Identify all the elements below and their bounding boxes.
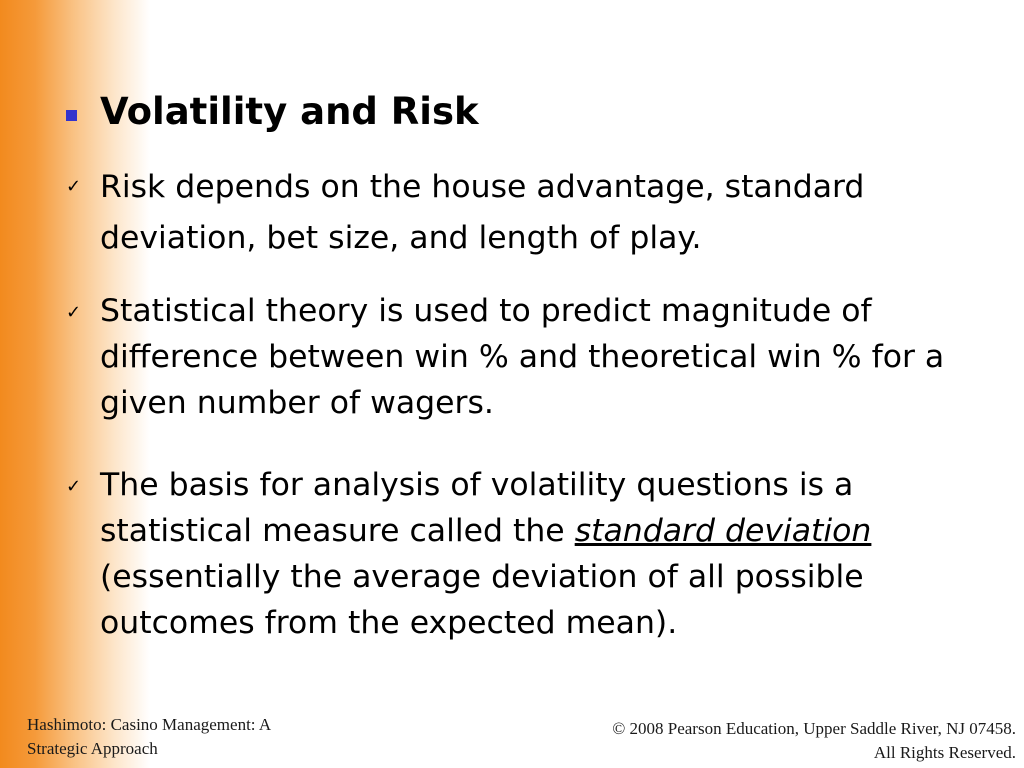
bullet-text-3 (100, 462, 960, 646)
bullet-item-2 (66, 288, 970, 426)
checkmark-icon: ✓ (66, 476, 82, 497)
slide-heading: Volatility and Risk (100, 90, 479, 133)
standard-deviation-emphasis: standard deviation (574, 513, 872, 549)
checkmark-icon: ✓ (66, 302, 82, 323)
heading-row (66, 88, 479, 136)
footer-left (27, 713, 347, 761)
footer-right (496, 717, 1016, 765)
checkmark-icon: ✓ (66, 176, 82, 197)
footer-right-line2: All Rights Reserved. (873, 743, 1016, 762)
footer-left-line1: Hashimoto: Casino Management: A (27, 715, 272, 734)
footer-right-line1: © 2008 Pearson Education, Upper Saddle River, NJ 07458. (612, 719, 1016, 738)
bullet-text-3-after: (essentially the average deviation of all possible outcomes from the expected mean). (100, 559, 864, 641)
bullet-item-3 (66, 462, 960, 646)
footer-left-line2: Strategic Approach (27, 739, 158, 758)
bullet-text-2: Statistical theory is used to predict magnitude of difference between win % and theoretical win % for a given number of wagers. (100, 293, 945, 421)
square-bullet-icon (66, 110, 77, 121)
bullet-item-1 (66, 162, 960, 264)
bullet-text-1: Risk depends on the house advantage, standard deviation, bet size, and length of play. (100, 169, 865, 256)
bullet-text-3-before: The basis for analysis of volatility questions is a statistical measure called the (100, 467, 854, 549)
